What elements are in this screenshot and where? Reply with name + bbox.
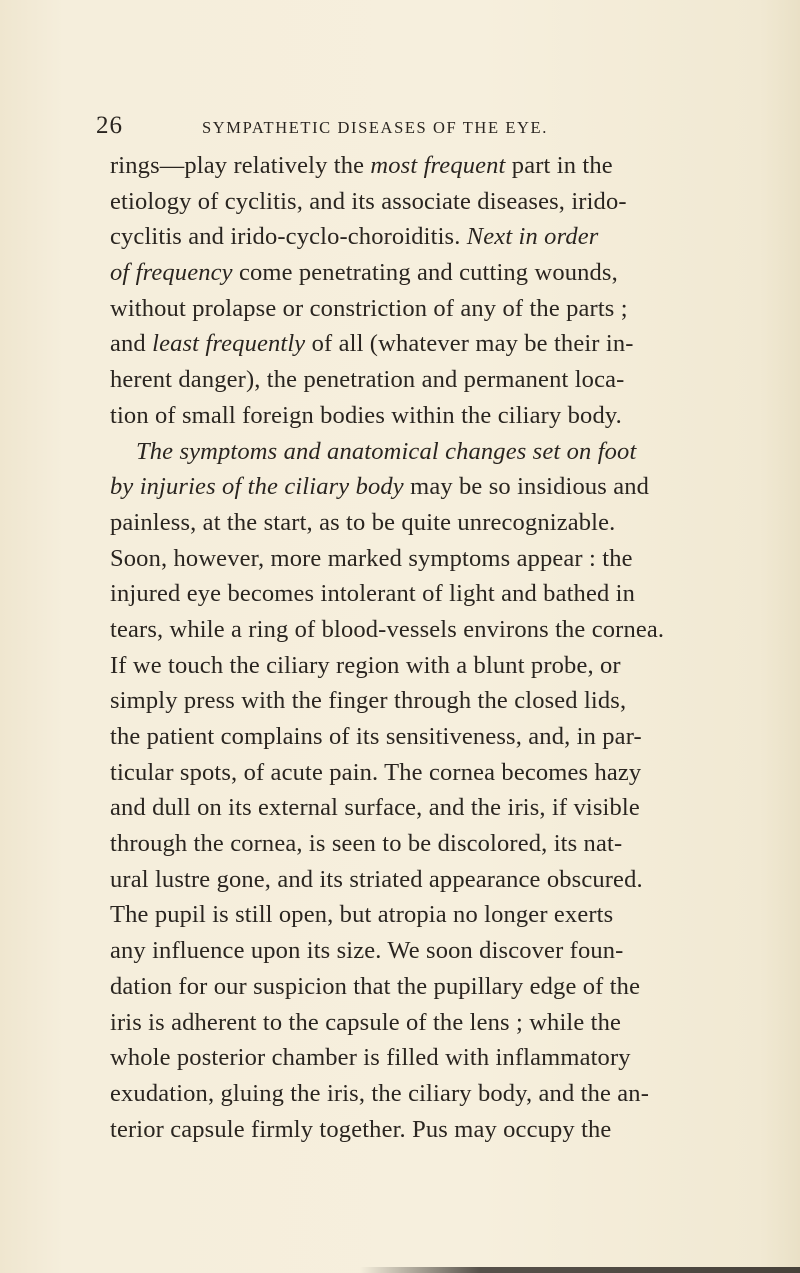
text-line <box>110 755 770 791</box>
text-line <box>110 683 770 719</box>
text-line <box>110 612 770 648</box>
text-run: iris is adherent to the capsule of the lens ; while the <box>110 1008 622 1036</box>
text-run: If we touch the ciliary region with a blunt probe, or <box>110 651 621 679</box>
italic-text: Next in order <box>466 223 599 251</box>
text-run: any influence upon its size. We soon discover foun- <box>110 937 624 965</box>
italic-text: least frequently <box>152 330 306 358</box>
text-run: part in the <box>505 152 613 179</box>
text-line <box>110 362 770 398</box>
text-run: without prolapse or constriction of any of the parts ; <box>110 294 628 322</box>
text-line <box>110 291 770 327</box>
text-line <box>110 1005 770 1041</box>
text-line <box>110 897 770 933</box>
text-line <box>110 826 770 862</box>
text-line <box>110 326 770 362</box>
text-run: of all (whatever may be their in- <box>305 330 634 358</box>
text-line <box>110 576 770 612</box>
text-run: Soon, however, more marked symptoms appear : the <box>110 544 633 572</box>
text-line <box>110 933 770 969</box>
text-run: exudation, gluing the iris, the ciliary body, and the an- <box>110 1079 650 1107</box>
italic-text: of frequency <box>110 259 233 287</box>
text-line <box>110 505 770 541</box>
text-line <box>110 184 770 220</box>
text-run: tion of small foreign bodies within the ciliary body. <box>110 401 622 429</box>
text-run: whole posterior chamber is filled with inflammatory <box>110 1044 631 1072</box>
text-line <box>110 255 770 291</box>
text-line <box>110 541 770 577</box>
page-edge-shadow <box>0 1267 800 1273</box>
running-head: SYMPATHETIC DISEASES OF THE EYE. <box>202 118 548 137</box>
text-run: tears, while a ring of blood-vessels environs the cornea. <box>110 615 665 643</box>
text-run: rings—play relatively the <box>110 152 371 179</box>
text-line <box>110 648 770 684</box>
italic-text: by injuries of the ciliary body <box>110 473 404 501</box>
text-line <box>110 1112 770 1148</box>
italic-text: most frequent <box>370 152 506 179</box>
text-run: cyclitis and irido-cyclo-choroiditis. <box>110 223 467 251</box>
text-run: through the cornea, is seen to be discolored, its nat- <box>110 830 623 858</box>
text-run: dation for our suspicion that the pupillary edge of the <box>110 972 641 1000</box>
text-run: come penetrating and cutting wounds, <box>232 259 618 287</box>
text-line <box>110 1076 770 1112</box>
text-run: and <box>110 330 153 358</box>
page-number: 26 <box>96 112 123 139</box>
text-line <box>110 862 770 898</box>
text-run: painless, at the start, as to be quite unrecognizable. <box>110 508 616 536</box>
text-line <box>110 219 770 255</box>
text-line <box>110 469 770 505</box>
text-run: and dull on its external surface, and the iris, if visible <box>110 794 640 822</box>
text-line <box>110 148 770 184</box>
text-run: injured eye becomes intolerant of light and bathed in <box>110 580 636 608</box>
text-run: ticular spots, of acute pain. The cornea becomes hazy <box>110 758 642 786</box>
text-run: herent danger), the penetration and permanent loca- <box>110 366 625 394</box>
text-line <box>110 434 770 470</box>
text-run: the patient complains of its sensitiveness, and, in par- <box>110 723 642 750</box>
italic-text: The symptoms and anatomical changes set on foot <box>136 437 637 465</box>
text-run: terior capsule firmly together. Pus may occupy the <box>110 1115 612 1143</box>
body-text <box>110 148 770 1147</box>
text-run: may be so insidious and <box>403 473 650 501</box>
text-line <box>110 790 770 826</box>
text-line <box>110 969 770 1005</box>
page-header <box>96 112 716 142</box>
text-line <box>110 719 770 755</box>
text-run: simply press with the finger through the closed lids, <box>110 687 627 715</box>
text-line <box>110 398 770 434</box>
text-run: The pupil is still open, but atropia no longer exerts <box>110 901 614 929</box>
text-run: etiology of cyclitis, and its associate diseases, irido- <box>110 187 627 215</box>
text-run: ural lustre gone, and its striated appearance obscured. <box>110 865 643 893</box>
text-line <box>110 1040 770 1076</box>
